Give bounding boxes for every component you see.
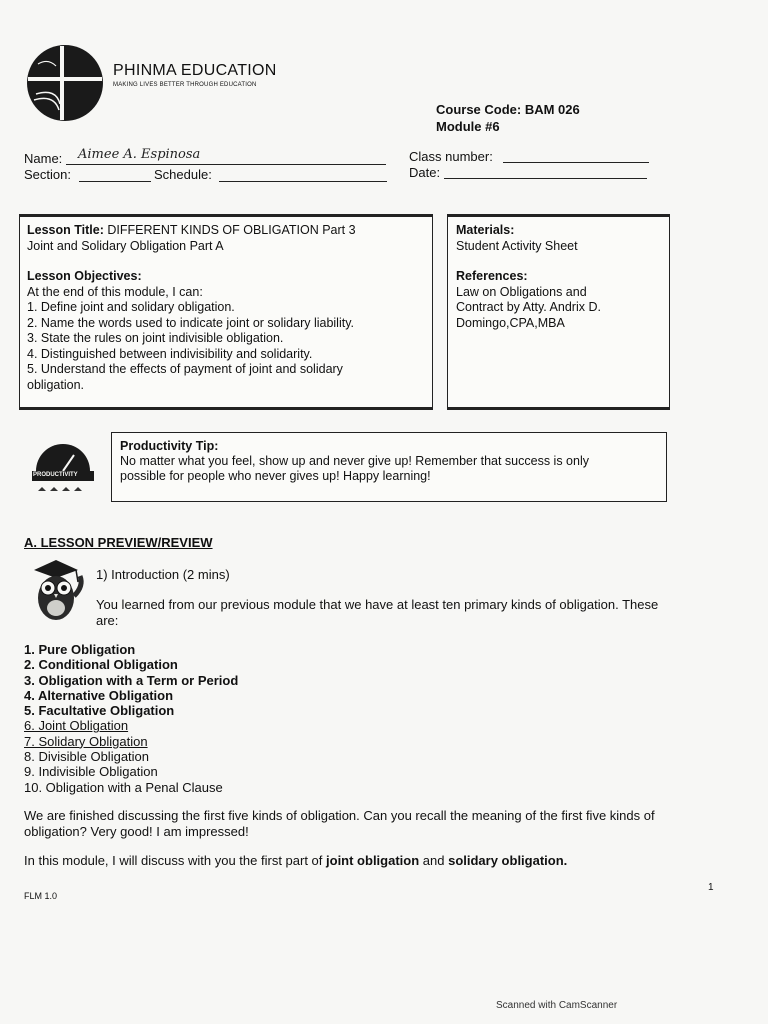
reference-line: Law on Obligations and xyxy=(456,284,587,299)
schedule-field[interactable] xyxy=(219,167,387,182)
name-field[interactable] xyxy=(66,147,386,165)
date-field[interactable] xyxy=(444,164,647,179)
intro-paragraph-line: You learned from our previous module that we have at least ten primary kinds of obligation. These xyxy=(96,597,659,612)
reference-line: Contract by Atty. Andrix D. xyxy=(456,300,601,314)
brand-name: PHINMA EDUCATION xyxy=(113,62,277,79)
schedule-label: Schedule: xyxy=(154,167,212,182)
camscanner-watermark: Scanned with CamScanner xyxy=(496,1000,618,1011)
lesson-box xyxy=(19,214,433,410)
module-intro-line xyxy=(24,853,754,869)
list-item: 4. Alternative Obligation xyxy=(24,687,174,703)
reference-line: Domingo,CPA,MBA xyxy=(456,315,565,330)
list-item: 9. Indivisible Obligation xyxy=(24,764,158,780)
date-label: Date: xyxy=(409,165,441,180)
flm-version: FLM 1.0 xyxy=(24,891,58,901)
objectives-heading: Lesson Objectives: xyxy=(27,269,142,283)
list-item: 7. Solidary Obligation xyxy=(24,733,148,749)
lesson-title-label: Lesson Title: xyxy=(27,223,104,237)
list-item: 6. Joint Obligation xyxy=(24,718,129,734)
list-item: 5. Facultative Obligation xyxy=(24,703,175,719)
closing-line: obligation? Very good! I am impressed! xyxy=(24,823,249,839)
section-field[interactable] xyxy=(79,167,151,182)
materials-value: Student Activity Sheet xyxy=(456,238,578,253)
obligation-list xyxy=(24,642,238,795)
list-item: 8. Divisible Obligation xyxy=(24,749,150,765)
productivity-heading: Productivity Tip: xyxy=(120,439,219,453)
objective-item: 4. Distinguished between indivisibility and solidarity. xyxy=(27,346,313,361)
productivity-line: No matter what you feel, show up and never give up! Remember that success is only xyxy=(120,454,589,468)
class-number-label: Class number: xyxy=(409,149,493,164)
module-number: Module #6 xyxy=(436,119,500,134)
list-item: 2. Conditional Obligation xyxy=(24,657,178,673)
references-heading: References: xyxy=(456,269,528,283)
name-label: Name: xyxy=(24,151,63,166)
objective-item: 3. State the rules on joint indivisible obligation. xyxy=(27,331,284,345)
objective-item: obligation. xyxy=(27,377,84,392)
materials-box xyxy=(447,214,670,410)
productivity-icon-label: PRODUCTIVITY xyxy=(33,472,78,478)
lesson-subtitle: Joint and Solidary Obligation Part A xyxy=(27,238,224,253)
phinma-logo xyxy=(26,44,104,122)
productivity-line: possible for people who never gives up! Happy learning! xyxy=(120,469,431,483)
productivity-box xyxy=(111,432,667,502)
closing-line: We are finished discussing the first five kinds of obligation. Can you recall the meaning of the first five kinds of xyxy=(24,808,655,823)
page-number: 1 xyxy=(708,882,714,893)
owl-graduate-icon xyxy=(20,556,90,624)
list-item: 10. Obligation with a Penal Clause xyxy=(24,779,223,795)
materials-heading: Materials: xyxy=(456,223,515,237)
module-intro-and: and xyxy=(419,853,449,868)
intro-text: 1) Introduction (2 mins) xyxy=(96,567,230,582)
section-label: Section: xyxy=(24,167,71,182)
objective-item: 1. Define joint and solidary obligation. xyxy=(27,300,235,314)
intro-paragraph-line: are: xyxy=(96,612,119,628)
section-a-heading xyxy=(24,535,213,550)
module-intro-text: In this module, I will discuss with you the first part of xyxy=(24,853,327,868)
solidary-obligation-term: solidary obligation. xyxy=(448,853,568,868)
section-a-heading-text: A. LESSON PREVIEW/REVIEW xyxy=(24,535,213,550)
course-code: Course Code: BAM 026 xyxy=(436,102,580,117)
name-value: Aimee A. Espinosa xyxy=(78,147,201,162)
course-info xyxy=(436,101,580,135)
intro-paragraph xyxy=(96,597,736,628)
list-item: 1. Pure Obligation xyxy=(24,642,136,657)
objective-item: 2. Name the words used to indicate joint or solidary liability. xyxy=(27,315,355,330)
brand-tagline: MAKING LIVES BETTER THROUGH EDUCATION xyxy=(113,82,257,88)
lesson-title: DIFFERENT KINDS OF OBLIGATION Part 3 xyxy=(107,223,356,237)
objective-item: 5. Understand the effects of payment of joint and solidary xyxy=(27,362,343,376)
objectives-intro: At the end of this module, I can: xyxy=(27,284,203,299)
joint-obligation-term: joint obligation xyxy=(326,853,420,868)
list-item: 3. Obligation with a Term or Period xyxy=(24,672,239,688)
productivity-gauge-icon xyxy=(30,441,96,499)
class-number-field[interactable] xyxy=(503,148,649,163)
closing-paragraph xyxy=(24,808,754,839)
